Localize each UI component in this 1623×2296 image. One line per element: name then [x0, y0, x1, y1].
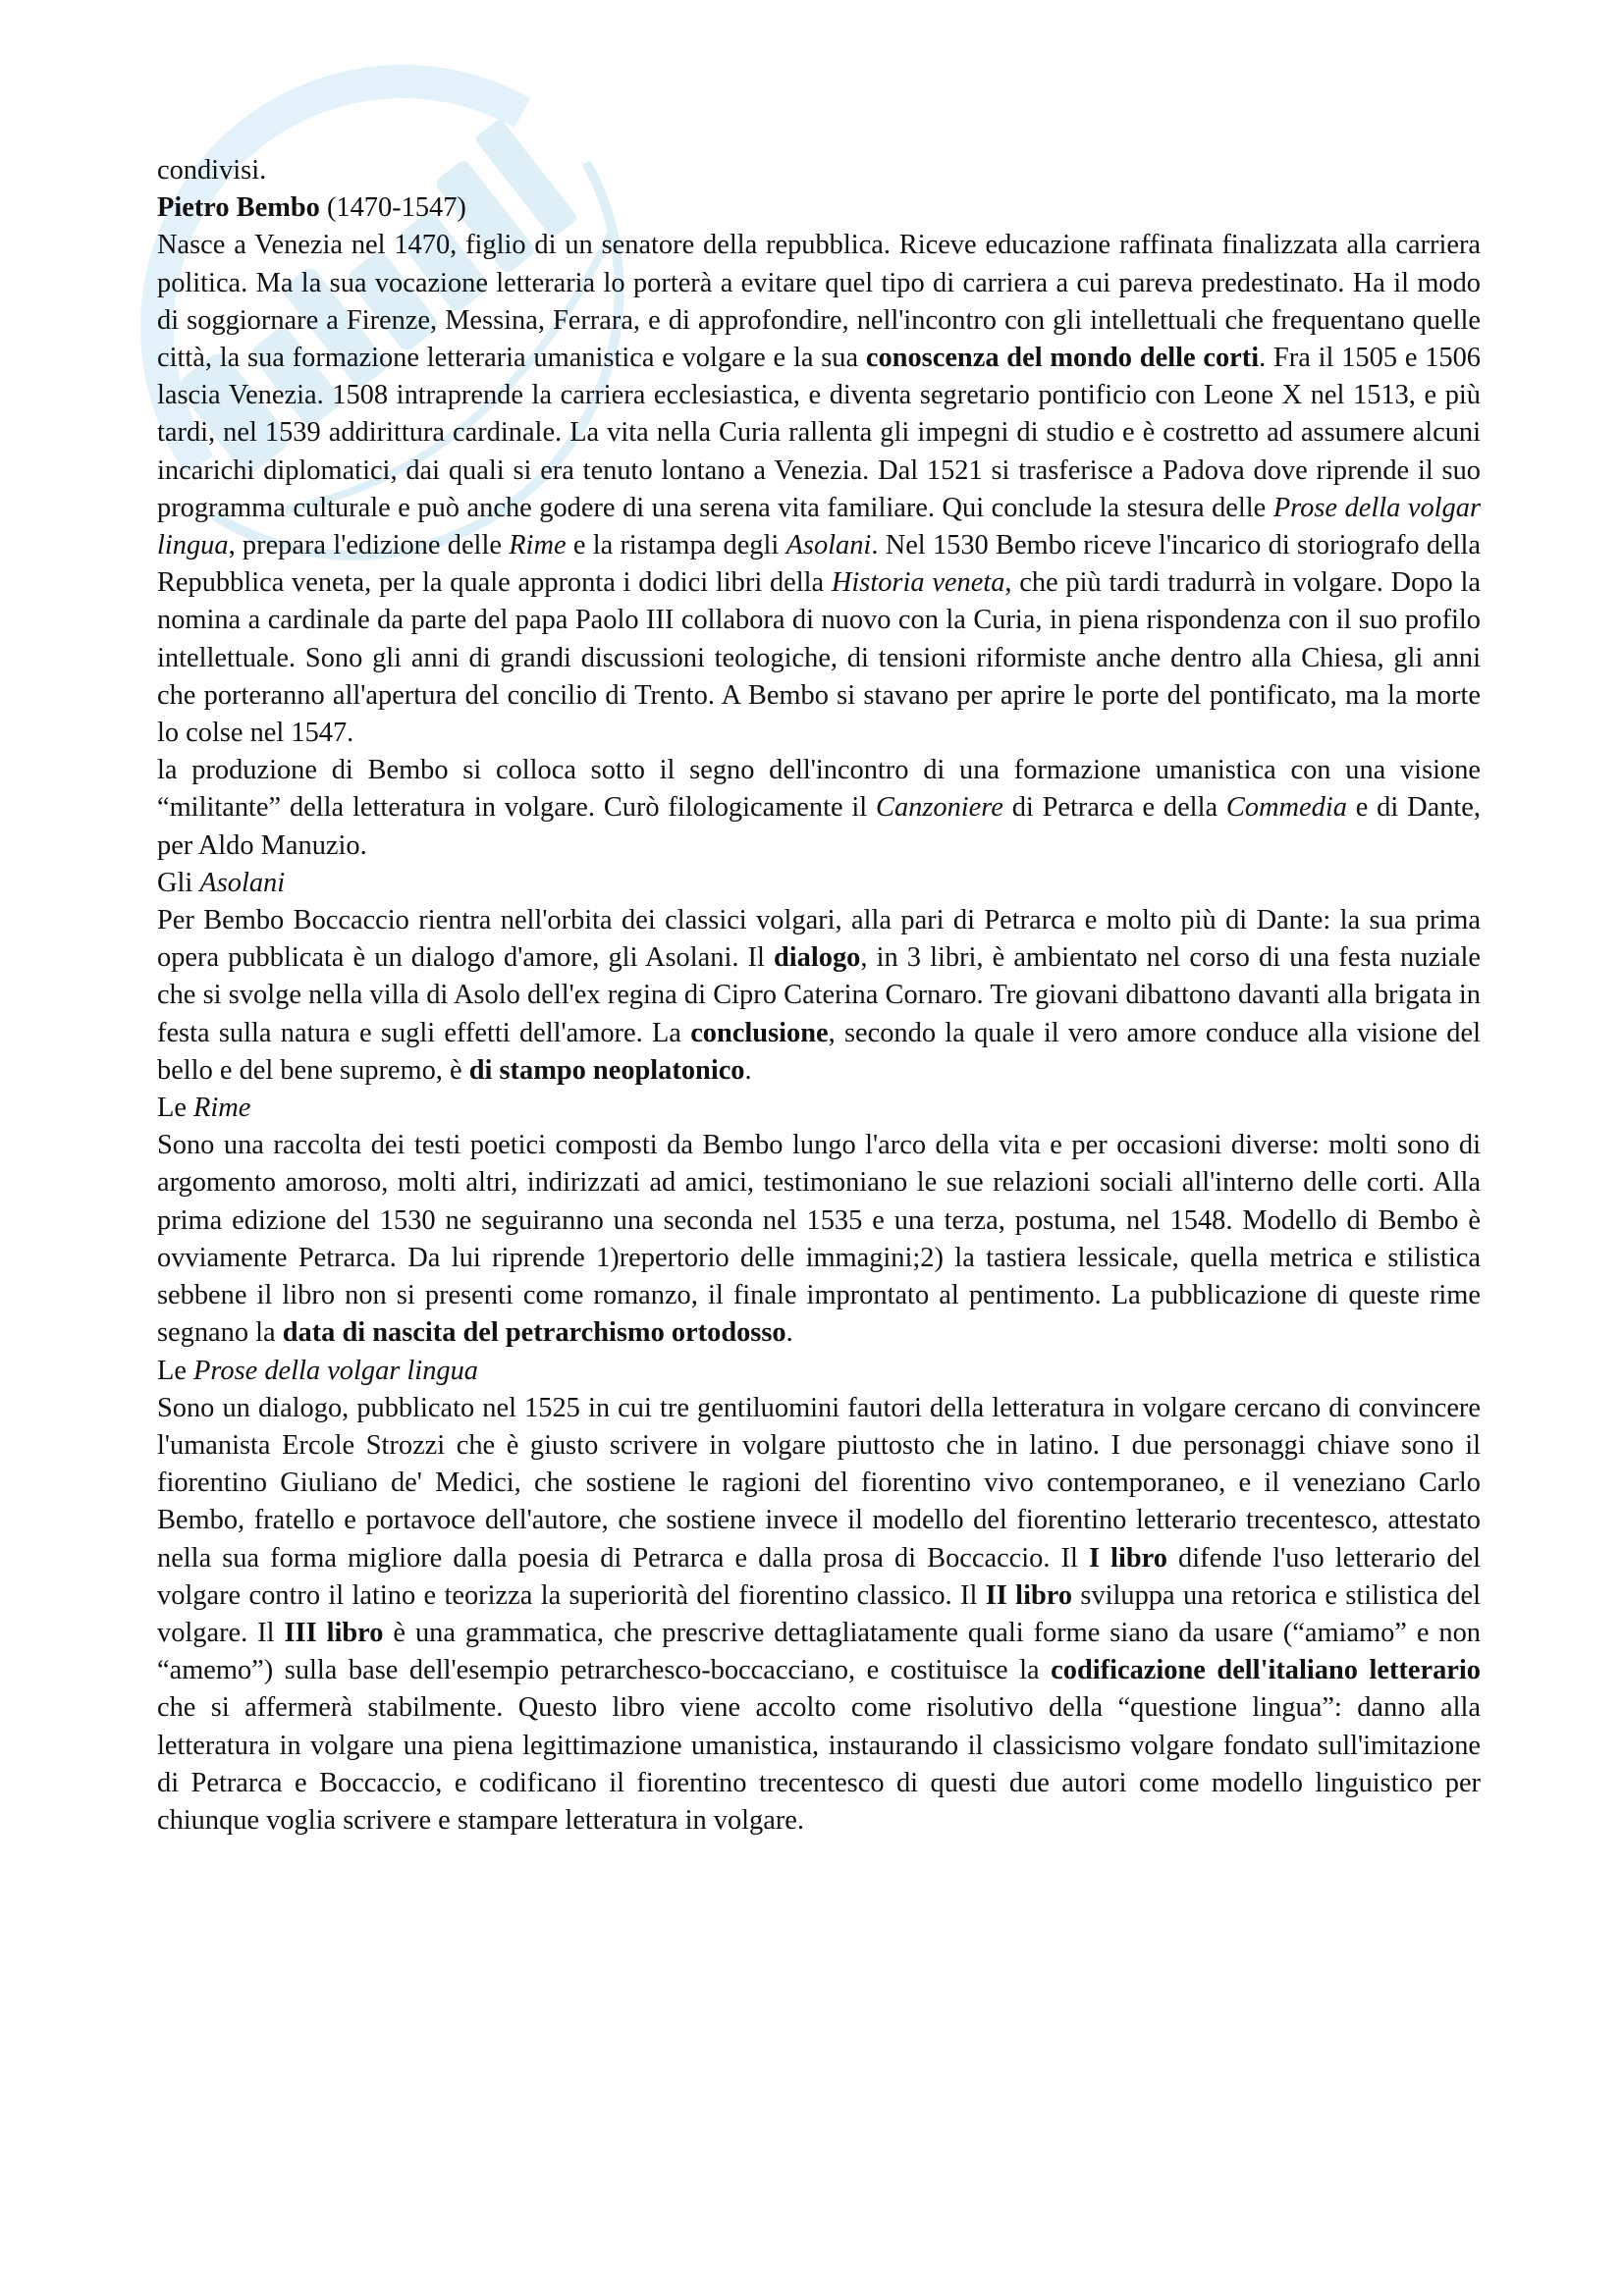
paragraph-biography: Nasce a Venezia nel 1470, figlio di un senatore della repubblica. Riceve educazione raffinata finalizzata alla carriera politica. Ma la sua vocazione letteraria lo porterà a evitare quel tipo di carriera a cui pareva predestinato. Ha il modo di soggiornare a Firenze, Messina, Ferrara, e di approfondire, nell'incontro con gli intellettuali che frequentano quelle città, la sua formazione letteraria umanistica e volgare e la sua conoscenza del mondo delle corti. Fra il 1505 e 1506 lascia Venezia. 1508 intraprende la carriera ecclesiastica, e diventa segretario pontificio con Leone X nel 1513, e più tardi, nel 1539 addirittura cardinale. La vita nella Curia rallenta gli impegni di studio e è costretto ad assumere alcuni incarichi diplomatici, dai quali si era tenuto lontano a Venezia. Dal 1521 si trasferisce a Padova dove riprende il suo programma culturale e può anche godere di una serena vita familiare. Qui conclude la stesura delle Prose della volgar lingua, prepara l'edizione delle Rime e la ristampa degli Asolani. Nel 1530 Bembo riceve l'incarico di storiografo della Repubblica veneta, per la quale appronta i dodici libri della Historia veneta, che più tardi tradurrà in volgare. Dopo la nomina a cardinale da parte del papa Paolo III collabora di nuovo con la Curia, in piena rispondenza con il suo profilo intellettuale. Sono gli anni di grandi discussioni teologiche, di tensioni riformiste anche dentro alla Chiesa, gli anni che porteranno all'apertura del concilio di Trento. A Bembo si stavano per aprire le porte del pontificato, ma la morte lo colse nel 1547. [157, 230, 1482, 749]
text-line-condivisi: condivisi. [157, 155, 267, 186]
section-heading-asolani: Gli Asolani [157, 867, 286, 898]
section-heading-prose: Le Prose della volgar lingua [157, 1355, 478, 1386]
paragraph-prose: Sono un dialogo, pubblicato nel 1525 in cui tre gentiluomini fautori della letteratura in volgare cercano di convincere l'umanista Ercole Strozzi che è giusto scrivere in volgare piuttosto che in latino. I due personaggi chiave sono il fiorentino Giuliano de' Medici, che sostiene le ragioni del fiorentino vivo contemporaneo, e il veneziano Carlo Bembo, fratello e portavoce dell'autore, che sostiene invece il modello del fiorentino letterario trecentesco, attestato nella sua forma migliore dalla poesia di Petrarca e dalla prosa di Boccaccio. Il I libro difende l'uso letterario del volgare contro il latino e teorizza la superiorità del fiorentino classico. Il II libro sviluppa una retorica e stilistica del volgare. Il III libro è una grammatica, che prescrive dettagliatamente quali forme siano da usare (“amiamo” e non “amemo”) sulla base dell'esempio petrarchesco-boccacciano, e costituisce la codificazione dell'italiano letterario che si affermerà stabilmente. Questo libro viene accolto come risolutivo della “questione lingua”: danno alla letteratura in volgare una piena legittimazione umanistica, instaurando il classicismo volgare fondato sull'imitazione di Petrarca e Boccaccio, e codificano il fiorentino trecentesco di questi due autori come modello linguistico per chiunque voglia scrivere e stampare letteratura in volgare. [157, 1392, 1482, 1836]
heading-dates: (1470-1547) [319, 192, 466, 224]
document-body [157, 152, 1481, 1840]
section-heading-rime: Le Rime [157, 1093, 251, 1124]
paragraph-rime: Sono una raccolta dei testi poetici composti da Bembo lungo l'arco della vita e per occasioni diverse: molti sono di argomento amoroso, molti altri, indirizzati ad amici, testimoniano le sue relazioni sociali all'interno delle corti. Alla prima edizione del 1530 ne seguiranno una seconda nel 1535 e una terza, postuma, nel 1548. Modello di Bembo è ovviamente Petrarca. Da lui riprende 1)repertorio delle immagini;2) la tastiera lessicale, quella metrica e stilistica sebbene il libro non si presenti come romanzo, il finale improntato al pentimento. La pubblicazione di queste rime segnano la data di nascita del petrarchismo ortodosso. [157, 1130, 1481, 1349]
section-heading-pietro-bembo [157, 189, 1481, 227]
paragraph-production: la produzione di Bembo si colloca sotto il segno dell'incontro di una formazione umanistica con una visione “militante” della letteratura in volgare. Curò filologicamente il Canzoniere di Petrarca e della Commedia e di Dante, per Aldo Manuzio. [157, 755, 1481, 861]
heading-name: Pietro Bembo [157, 192, 320, 224]
paragraph-asolani: Per Bembo Boccaccio rientra nell'orbita dei classici volgari, alla pari di Petrarca e molto più di Dante: la sua prima opera pubblicata è un dialogo d'amore, gli Asolani. Il dialogo, in 3 libri, è ambientato nel corso di una festa nuziale che si svolge nella villa di Asolo dell'ex regina di Cipro Caterina Cornaro. Tre giovani dibattono davanti alla brigata in festa sulla natura e sugli effetti dell'amore. La conclusione, secondo la quale il vero amore conduce alla visione del bello e del bene supremo, è di stampo neoplatonico. [157, 905, 1481, 1086]
